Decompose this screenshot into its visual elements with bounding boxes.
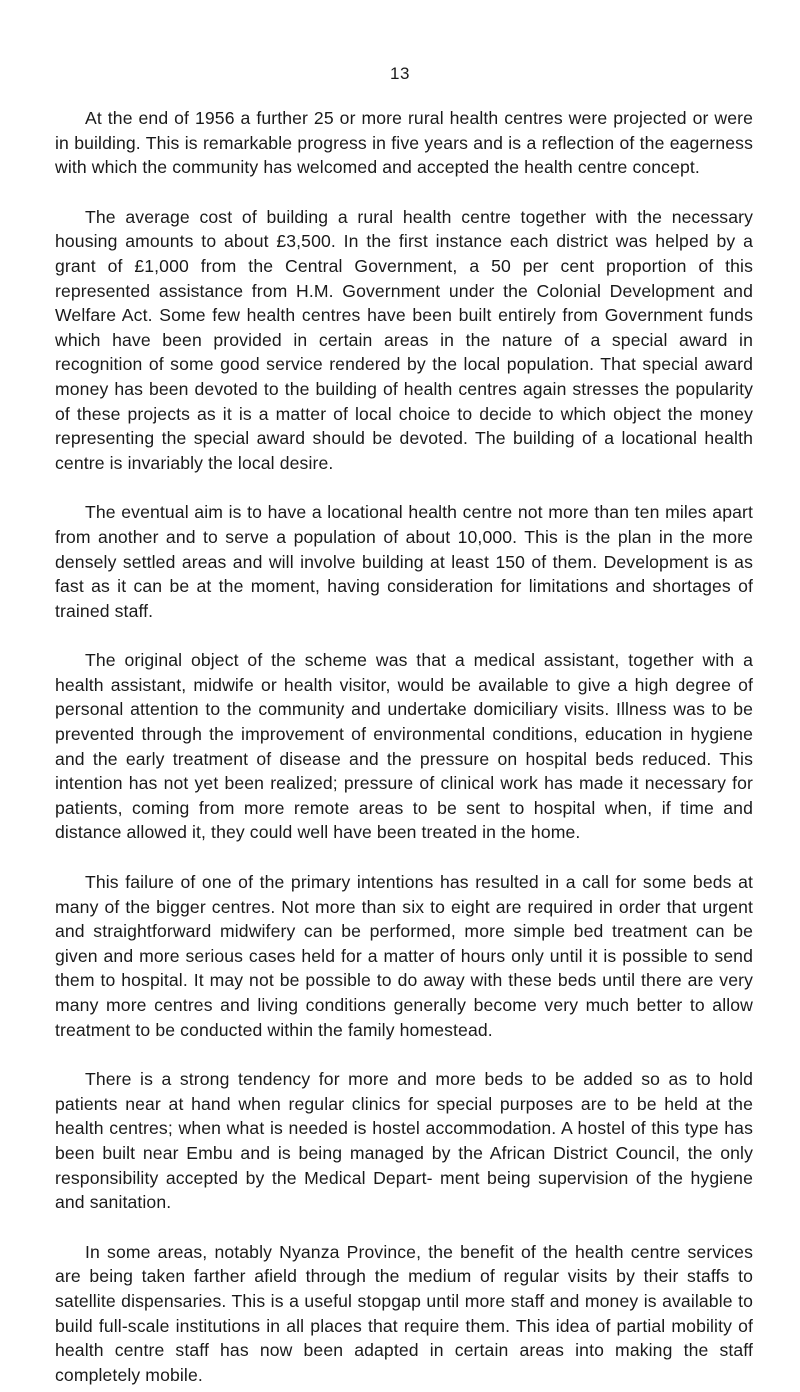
paragraph-hostel-accommodation: There is a strong tendency for more and more beds to be added so as to hold patients near at hand when regular clinics for special purposes are to be held at the health centres; when what is needed is hostel accommodation. A hostel of this type has been built near Embu and is being managed by the African District Council, the only responsibility accepted by the Medical Depart- ment being supervision of the hygiene and sanitation.: [55, 1069, 753, 1213]
paragraph-eventual-aim: The eventual aim is to have a locational health centre not more than ten miles apart from another and to serve a population of about 10,000. This is the plan in the more densely settled areas and will involve building at least 150 of them. Development is as fast as it can be at the moment, having consideration for limitations and shortages of trained staff.: [55, 502, 753, 621]
paragraph-original-object: The original object of the scheme was that a medical assistant, together with a health assistant, midwife or health visitor, would be available to give a high degree of personal attention to the community and undertake domiciliary visits. Illness was to be prevented through the improvement of environmental conditions, education in hygiene and the early treatment of disease and the pressure on hospital beds reduced. This intention has not yet been realized; pressure of clinical work has made it necessary for patients, coming from more remote areas to be sent to hospital when, if time and distance allowed it, they could well have been treated in the home.: [55, 650, 753, 843]
page-number: 13: [390, 64, 410, 83]
paragraph-beds-at-centres: This failure of one of the primary intentions has resulted in a call for some beds at many of the bigger centres. Not more than six to eight are required in order that urgent and straightforward midwifery can be performed, more simple bed treatment can be given and more serious cases held for a matter of hours only until it is possible to send them to hospital. It may not be possible to do away with these beds until there are very many more centres and living conditions generally become very much better to allow treatment to be conducted within the family homestead.: [55, 872, 753, 1040]
paragraph-rural-centres-progress: At the end of 1956 a further 25 or more rural health centres were projected or were in building. This is remarkable progress in five years and is a reflection of the eagerness with which the community has welcomed and accepted the health centre concept.: [55, 108, 753, 178]
body-text: [55, 106, 753, 1387]
paragraph-satellite-dispensaries: In some areas, notably Nyanza Province, the benefit of the health centre services are being taken farther afield through the medium of regular visits by their staffs to satellite dispensaries. This is a useful stopgap until more staff and money is available to build full-scale institutions in all places that require them. This idea of partial mobility of health centre staff has now been adapted in certain areas into making the staff completely mobile.: [55, 1241, 753, 1385]
paragraph-building-cost: The average cost of building a rural health centre together with the necessary housing amounts to about £3,500. In the first instance each district was helped by a grant of £1,000 from the Central Government, a 50 per cent proportion of this represented assistance from H.M. Government under the Colonial Development and Welfare Act. Some few health centres have been built entirely from Government funds which have been provided in certain areas in the nature of a special award in recognition of some good service rendered by the local population. That special award money has been devoted to the building of health centres again stresses the popularity of these projects as it is a matter of local choice to decide to which object the money representing the special award should be devoted. The building of a locational health centre is invariably the local desire.: [55, 206, 753, 473]
